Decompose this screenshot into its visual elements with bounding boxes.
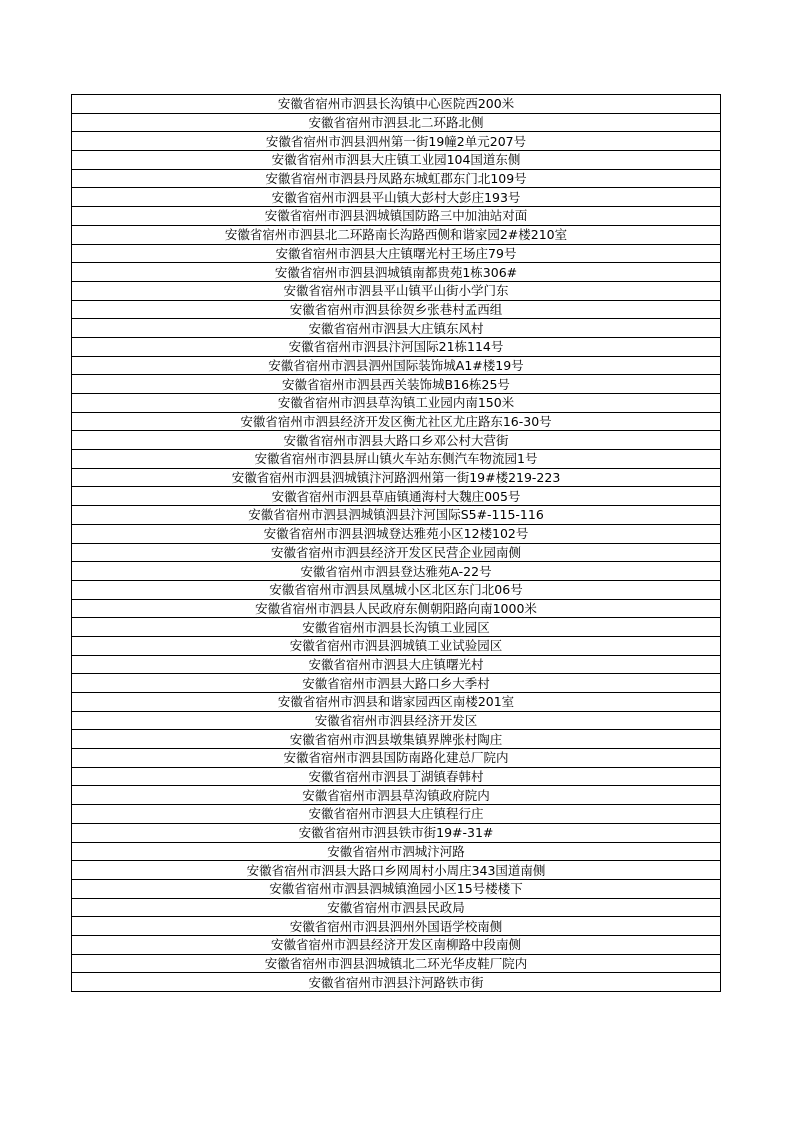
table-row [72,263,721,282]
address-cell: 安徽省宿州市泗县民政局 [72,898,721,917]
table-row [72,917,721,936]
table-row [72,207,721,226]
address-cell: 安徽省宿州市泗县经济开发区南柳路中段南侧 [72,935,721,954]
table-row [72,674,721,693]
address-cell: 安徽省宿州市泗县西关装饰城B16栋25号 [72,375,721,394]
address-cell: 安徽省宿州市泗县北二环路北侧 [72,113,721,132]
table-row [72,151,721,170]
table-row [72,767,721,786]
address-cell: 安徽省宿州市泗县登达雅苑A-22号 [72,562,721,581]
table-row [72,412,721,431]
address-cell: 安徽省宿州市泗县经济开发区衡尤社区尤庄路东16-30号 [72,412,721,431]
address-cell: 安徽省宿州市泗县铁市街19#-31# [72,823,721,842]
address-cell: 安徽省宿州市泗县泗城登达雅苑小区12楼102号 [72,524,721,543]
address-cell: 安徽省宿州市泗县北二环路南长沟路西侧和谐家园2#楼210室 [72,225,721,244]
address-cell: 安徽省宿州市泗县平山镇平山街小学门东 [72,281,721,300]
address-cell: 安徽省宿州市泗县丁湖镇春韩村 [72,767,721,786]
address-cell: 安徽省宿州市泗县大庄镇曙光村王场庄79号 [72,244,721,263]
table-row [72,935,721,954]
table-row [72,244,721,263]
table-row [72,506,721,525]
table-row [72,524,721,543]
table-row [72,898,721,917]
address-cell: 安徽省宿州市泗县屏山镇火车站东侧汽车物流园1号 [72,450,721,469]
address-cell: 安徽省宿州市泗县草庙镇通海村大魏庄005号 [72,487,721,506]
table-row [72,468,721,487]
address-cell: 安徽省宿州市泗县泗城镇国防路三中加油站对面 [72,207,721,226]
address-cell: 安徽省宿州市泗县泗州第一街19幢2单元207号 [72,132,721,151]
table-row [72,375,721,394]
address-cell: 安徽省宿州市泗县泗城镇南都贵苑1栋306# [72,263,721,282]
address-cell: 安徽省宿州市泗县泗城镇泗县汴河国际S5#-115-116 [72,506,721,525]
table-row [72,580,721,599]
address-cell: 安徽省宿州市泗县凤凰城小区北区东门北06号 [72,580,721,599]
table-row [72,842,721,861]
address-cell: 安徽省宿州市泗县徐贺乡张巷村孟西组 [72,300,721,319]
table-row [72,281,721,300]
table-row [72,749,721,768]
table-row [72,394,721,413]
table-row [72,319,721,338]
address-cell: 安徽省宿州市泗县国防南路化建总厂院内 [72,749,721,768]
table-row [72,973,721,992]
table-row [72,487,721,506]
address-cell: 安徽省宿州市泗县长沟镇工业园区 [72,618,721,637]
address-cell: 安徽省宿州市泗县大庄镇程行庄 [72,805,721,824]
address-cell: 安徽省宿州市泗县平山镇大彭村大彭庄193号 [72,188,721,207]
address-cell: 安徽省宿州市泗县泗城镇渔园小区15号楼楼下 [72,879,721,898]
address-cell: 安徽省宿州市泗县丹凤路东城虹郡东门北109号 [72,169,721,188]
address-table [71,94,721,992]
table-row [72,188,721,207]
address-cell: 安徽省宿州市泗县大庄镇工业园104国道东侧 [72,151,721,170]
address-cell: 安徽省宿州市泗县长沟镇中心医院西200米 [72,95,721,114]
table-row [72,805,721,824]
table-row [72,618,721,637]
address-cell: 安徽省宿州市泗县墩集镇界牌张村陶庄 [72,730,721,749]
table-row [72,562,721,581]
address-cell: 安徽省宿州市泗县大庄镇东风村 [72,319,721,338]
table-row [72,356,721,375]
address-cell: 安徽省宿州市泗县草沟镇工业园内南150米 [72,394,721,413]
address-cell: 安徽省宿州市泗县泗城镇北二环光华皮鞋厂院内 [72,954,721,973]
address-cell: 安徽省宿州市泗县大路口乡网周村小周庄343国道南侧 [72,861,721,880]
table-row [72,431,721,450]
table-row [72,636,721,655]
table-row [72,861,721,880]
table-row [72,337,721,356]
address-table-body [72,95,721,992]
address-cell: 安徽省宿州市泗县汴河路铁市街 [72,973,721,992]
address-cell: 安徽省宿州市泗县经济开发区 [72,711,721,730]
address-cell: 安徽省宿州市泗县人民政府东侧朝阳路向南1000米 [72,599,721,618]
table-row [72,730,721,749]
table-row [72,95,721,114]
table-row [72,693,721,712]
address-cell: 安徽省宿州市泗县泗州外国语学校南侧 [72,917,721,936]
address-cell: 安徽省宿州市泗县和谐家园西区南楼201室 [72,693,721,712]
table-row [72,879,721,898]
table-row [72,113,721,132]
address-cell: 安徽省宿州市泗县汴河国际21栋114号 [72,337,721,356]
table-row [72,711,721,730]
address-cell: 安徽省宿州市泗县草沟镇政府院内 [72,786,721,805]
table-row [72,300,721,319]
address-cell: 安徽省宿州市泗县大庄镇曙光村 [72,655,721,674]
address-cell: 安徽省宿州市泗县泗州国际装饰城A1#楼19号 [72,356,721,375]
address-cell: 安徽省宿州市泗县大路口乡大季村 [72,674,721,693]
table-row [72,543,721,562]
table-row [72,169,721,188]
table-row [72,655,721,674]
address-cell: 安徽省宿州市泗城汴河路 [72,842,721,861]
address-cell: 安徽省宿州市泗县泗城镇工业试验园区 [72,636,721,655]
table-row [72,225,721,244]
address-cell: 安徽省宿州市泗县经济开发区民营企业园南侧 [72,543,721,562]
table-row [72,132,721,151]
table-row [72,450,721,469]
address-cell: 安徽省宿州市泗县泗城镇汴河路泗州第一街19#楼219-223 [72,468,721,487]
table-row [72,823,721,842]
table-row [72,954,721,973]
table-row [72,786,721,805]
table-row [72,599,721,618]
address-cell: 安徽省宿州市泗县大路口乡邓公村大营街 [72,431,721,450]
